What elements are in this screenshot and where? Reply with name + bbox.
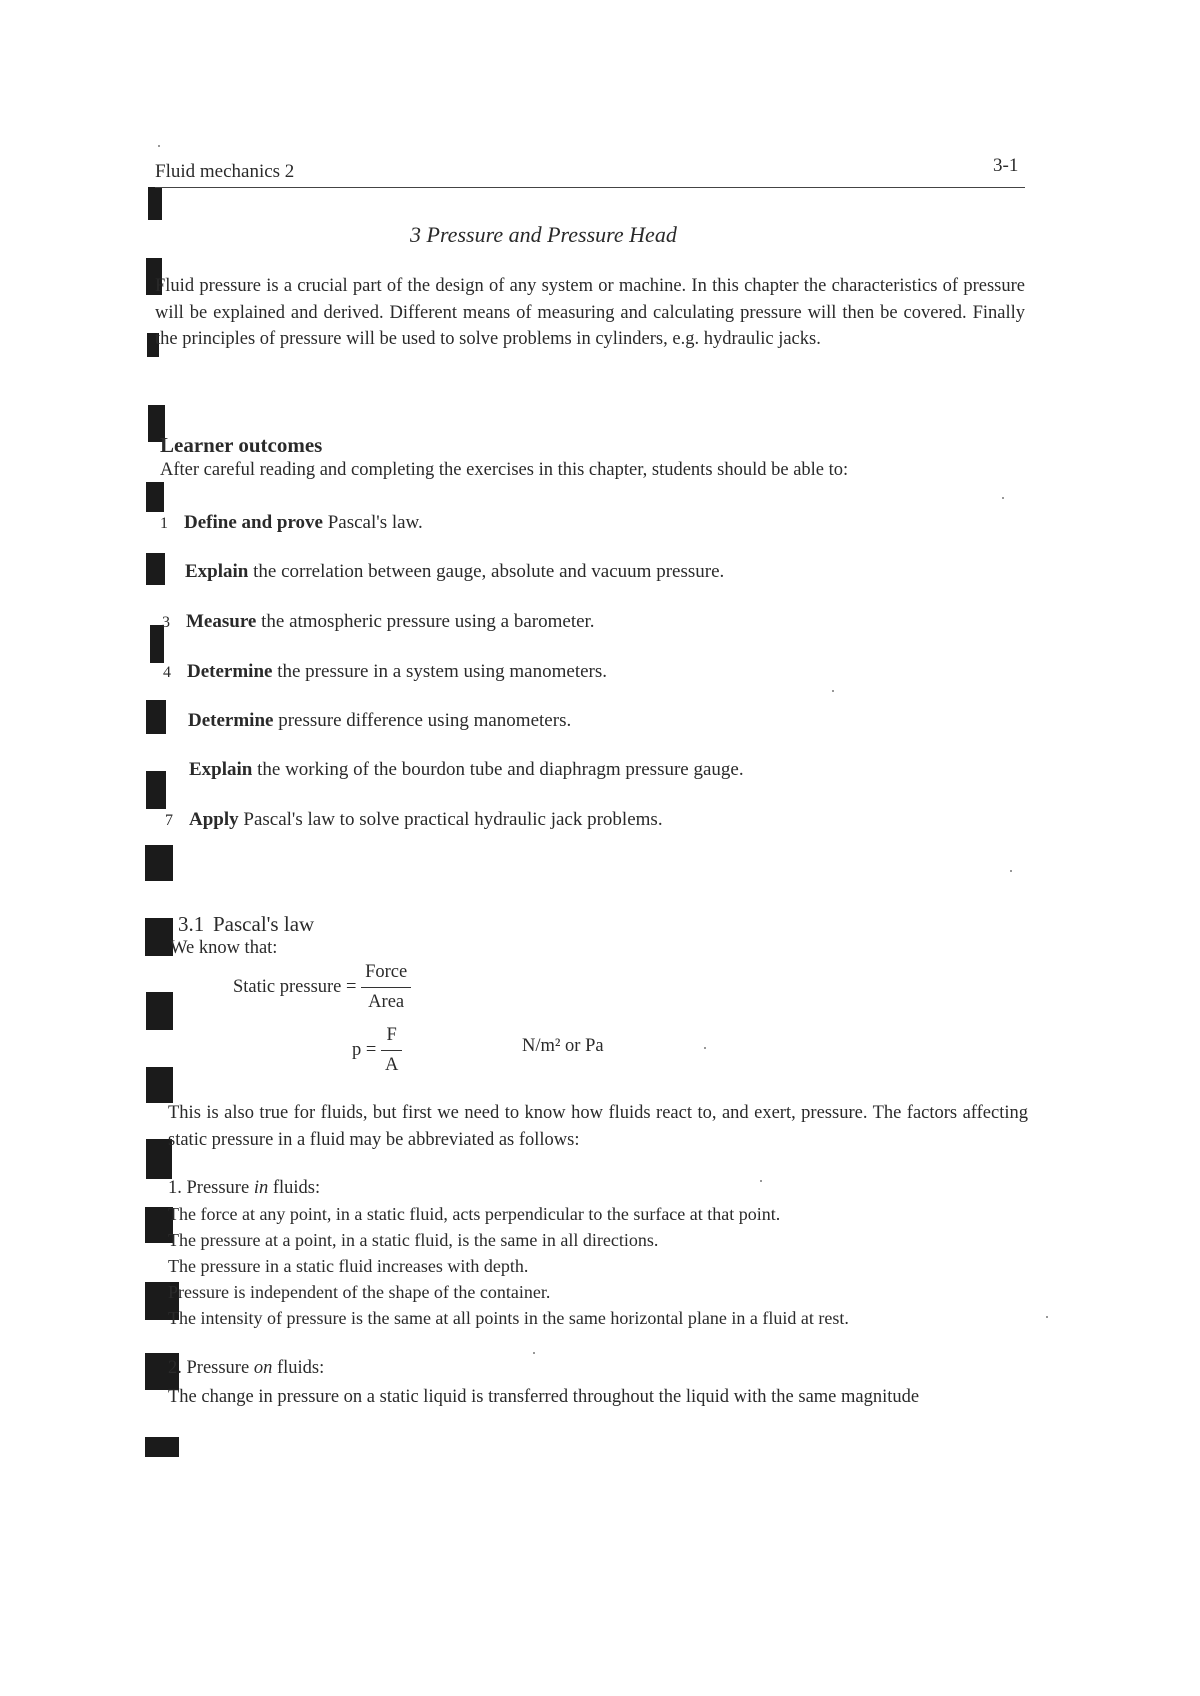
outcome-number	[164, 713, 188, 731]
outcome-number	[165, 762, 189, 780]
formula-static-pressure	[233, 962, 411, 1013]
scan-binding-mark	[146, 992, 173, 1030]
scan-speck	[1010, 870, 1012, 872]
pressure-in-item: The force at any point, in a static fluid, acts perpendicular to the surface at that point.	[168, 1204, 781, 1224]
outcome-number: 4	[163, 664, 171, 681]
scan-binding-mark	[145, 918, 173, 956]
scan-speck	[704, 1047, 706, 1049]
subheading-text: fluids:	[272, 1358, 325, 1378]
running-header-title: Fluid mechanics 2	[155, 161, 295, 182]
formula-units: N/m² or Pa	[522, 1036, 604, 1056]
outcome-item	[160, 512, 423, 534]
outcome-verb: Define and prove	[184, 512, 323, 533]
pressure-in-fluids-heading	[168, 1178, 320, 1199]
outcome-item	[165, 759, 744, 781]
section-heading	[178, 912, 314, 937]
pressure-in-item: The pressure at a point, in a static fluid, is the same in all directions.	[168, 1230, 659, 1250]
outcome-text: Pascal's law.	[322, 512, 423, 533]
outcome-item	[164, 710, 571, 732]
outcome-number: 7	[165, 812, 173, 829]
formula-fraction	[381, 1025, 402, 1076]
pressure-on-text: The change in pressure on a static liquid is transferred throughout the liquid with the same magnitude	[168, 1387, 920, 1407]
pressure-in-item: Pressure is independent of the shape of the container.	[168, 1282, 551, 1302]
outcome-verb: Apply	[189, 809, 239, 830]
outcome-verb: Explain	[189, 759, 253, 780]
outcome-text: the working of the bourdon tube and diaphragm pressure gauge.	[252, 759, 744, 780]
outcome-item	[162, 611, 595, 633]
outcome-text: the correlation between gauge, absolute and vacuum pressure.	[248, 561, 725, 582]
outcome-text: pressure difference using manometers.	[273, 710, 572, 731]
outcome-number: 1	[160, 515, 168, 532]
section-title: Pascal's law	[213, 912, 315, 936]
outcome-text: the pressure in a system using manometers.	[272, 661, 608, 682]
pressure-in-item: The intensity of pressure is the same at all points in the same horizontal plane in a fluid at rest.	[168, 1308, 849, 1328]
scan-binding-mark	[146, 1067, 173, 1103]
subheading-emphasis: on	[253, 1358, 273, 1378]
outcome-text: the atmospheric pressure using a barometer.	[256, 611, 595, 632]
scan-binding-mark	[146, 771, 166, 809]
scan-speck	[1046, 1316, 1048, 1318]
outcome-verb: Measure	[186, 611, 257, 632]
intro-paragraph: Fluid pressure is a crucial part of the design of any system or machine. In this chapter the characteristics of pressure will be explained and derived. Different means of measuring and calculating pressure will then be covered. Finally the principles of pressure will be used to solve problems in cylinders, e.g. hydraulic jacks.	[155, 276, 1025, 349]
pressure-on-fluids-heading	[168, 1358, 324, 1379]
scan-speck	[760, 1180, 762, 1182]
we-know-line: We know that:	[170, 938, 278, 958]
subheading-text: 1. Pressure	[168, 1178, 254, 1198]
formula-p-equals-f-over-a	[352, 1025, 402, 1076]
formula-fraction	[361, 962, 411, 1013]
scan-binding-mark	[145, 845, 173, 881]
fraction-numerator: F	[381, 1025, 402, 1051]
outcome-number: 3	[162, 614, 170, 631]
section-number: 3.1	[178, 912, 205, 936]
formula-lhs: Static pressure =	[233, 977, 357, 997]
scan-speck	[1002, 497, 1004, 499]
outcome-number	[161, 564, 185, 582]
learner-outcomes-heading: Learner outcomes	[160, 433, 323, 457]
subheading-text: fluids:	[268, 1178, 321, 1198]
outcome-item	[163, 661, 607, 683]
scan-binding-mark	[146, 700, 166, 734]
scan-binding-mark	[145, 1437, 179, 1457]
scan-speck	[158, 145, 160, 147]
subheading-emphasis: in	[253, 1178, 269, 1198]
scan-speck	[832, 690, 834, 692]
scan-binding-mark	[148, 187, 162, 220]
outcome-verb: Explain	[185, 561, 249, 582]
outcome-item	[161, 561, 724, 583]
outcome-verb: Determine	[188, 710, 274, 731]
outcome-text: Pascal's law to solve practical hydraulic jack problems.	[238, 809, 663, 830]
fraction-denominator: Area	[368, 992, 405, 1012]
pressure-in-item: The pressure in a static fluid increases with depth.	[168, 1256, 529, 1276]
scan-speck	[533, 1352, 535, 1354]
outcome-item	[165, 809, 663, 831]
fluids-paragraph: This is also true for fluids, but first we need to know how fluids react to, and exert, pressure. The factors affecting static pressure in a fluid may be abbreviated as follows:	[168, 1103, 1028, 1150]
learner-outcomes-intro: After careful reading and completing the exercises in this chapter, students should be able to:	[160, 460, 849, 480]
fraction-numerator: Force	[361, 962, 411, 988]
fraction-denominator: A	[384, 1055, 399, 1075]
page-number: 3-1	[993, 155, 1019, 176]
chapter-title: 3 Pressure and Pressure Head	[410, 222, 677, 247]
header-rule	[155, 187, 1025, 188]
scan-binding-mark	[146, 482, 164, 512]
formula-lhs: p =	[352, 1040, 377, 1060]
outcome-verb: Determine	[187, 661, 273, 682]
subheading-text: 2. Pressure	[168, 1358, 254, 1378]
